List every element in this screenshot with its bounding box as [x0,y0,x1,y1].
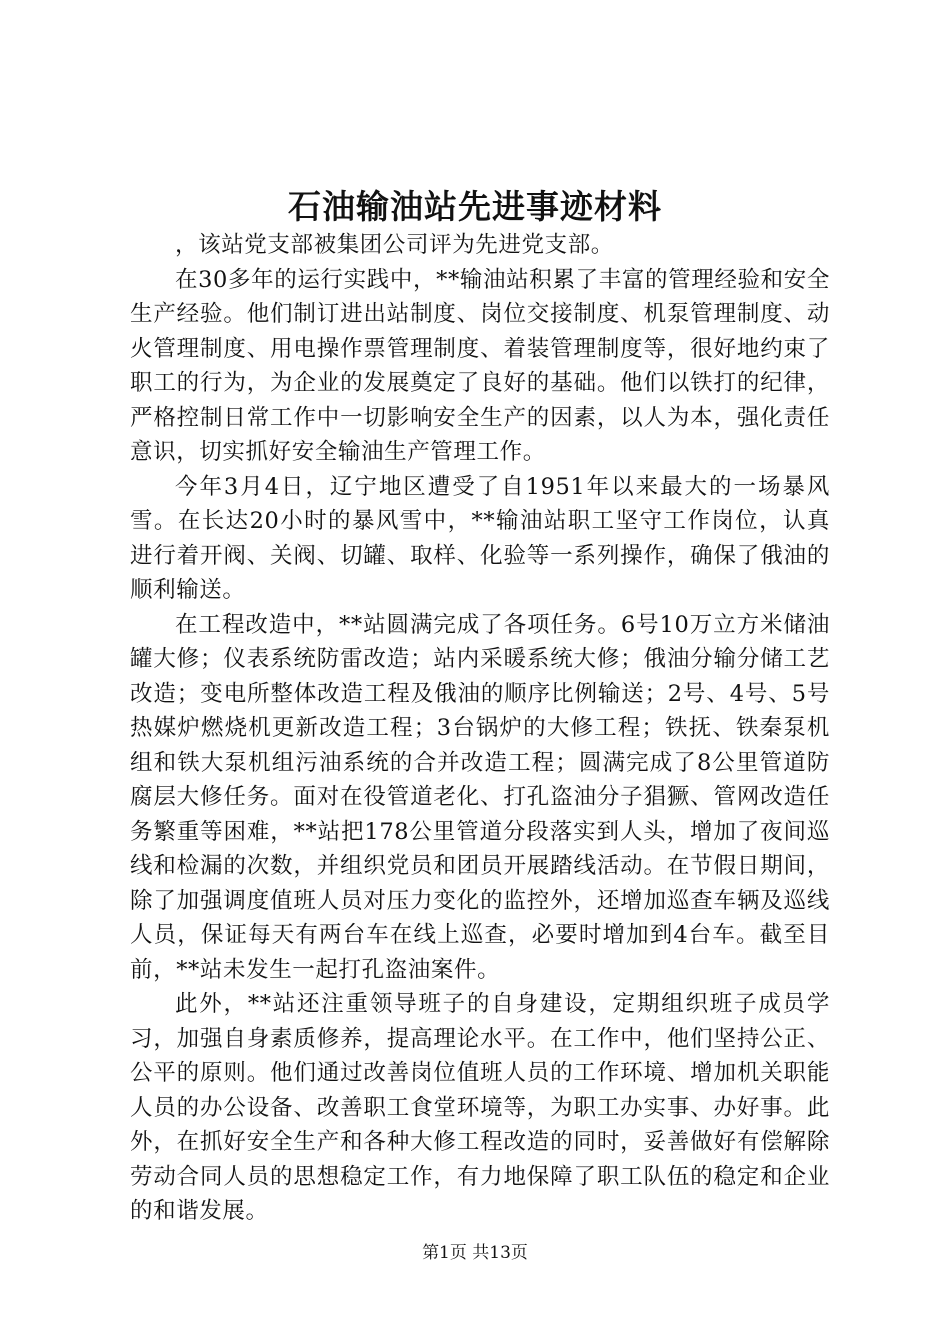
paragraph-1: ，该站党支部被集团公司评为先进党支部。 [175,232,614,258]
paragraph-2: 在30多年的运行实践中，**输油站积累了丰富的管理经验和安全生产经验。他们制订进出站制度、岗位交接制度、机泵管理制度、动火管理制度、用电操作票管理制度、着装管理制度等，很好地约束了职工的行为，为企业的发展奠定了良好的基础。他们以铁打的纪律，严格控制日常工作中一切影响安全生产的因素，以人为本，强化责任意识，切实抓好安全输油生产管理工作。 [130,266,830,465]
page-number-footer: 第1页 共13页 [422,1243,528,1263]
paragraph-5: 此外，**站还注重领导班子的自身建设，定期组织班子成员学习，加强自身素质修养，提高理论水平。在工作中，他们坚持公正、公平的原则。他们通过改善岗位值班人员的工作环境、增加机关职能人员的办公设备、改善职工食堂环境等，为职工办实事、办好事。此外，在抓好安全生产和各种大修工程改造的同时，妥善做好有偿解除劳动合同人员的思想稳定工作，有力地保障了职工队伍的稳定和企业的和谐发展。 [130,991,830,1224]
document-body [130,228,830,1229]
paragraph-3: 今年3月4日，辽宁地区遭受了自1951年以来最大的一场暴风雪。在长达20小时的暴风雪中，**输油站职工坚守工作岗位，认真进行着开阀、关阀、切罐、取样、化验等一系列操作，确保了俄油的顺利输送。 [130,473,830,603]
paragraph-4: 在工程改造中，**站圆满完成了各项任务。6号10万立方米储油罐大修；仪表系统防雷改造；站内采暖系统大修；俄油分输分储工艺改造；变电所整体改造工程及俄油的顺序比例输送；2号、4号、5号热媒炉燃烧机更新改造工程；3台锅炉的大修工程；铁抚、铁秦泵机组和铁大泵机组污油系统的合并改造工程；圆满完成了8公里管道防腐层大修任务。面对在役管道老化、打孔盗油分子猖獗、管网改造任务繁重等困难，**站把178公里管道分段落实到人头，增加了夜间巡线和检漏的次数，并组织党员和团员开展踏线活动。在节假日期间，除了加强调度值班人员对压力变化的监控外，还增加巡查车辆及巡线人员，保证每天有两台车在线上巡查，必要时增加到4台车。截至目前，**站未发生一起打孔盗油案件。 [130,611,830,983]
document-title: 石油输油站先进事迹材料 [288,187,662,226]
